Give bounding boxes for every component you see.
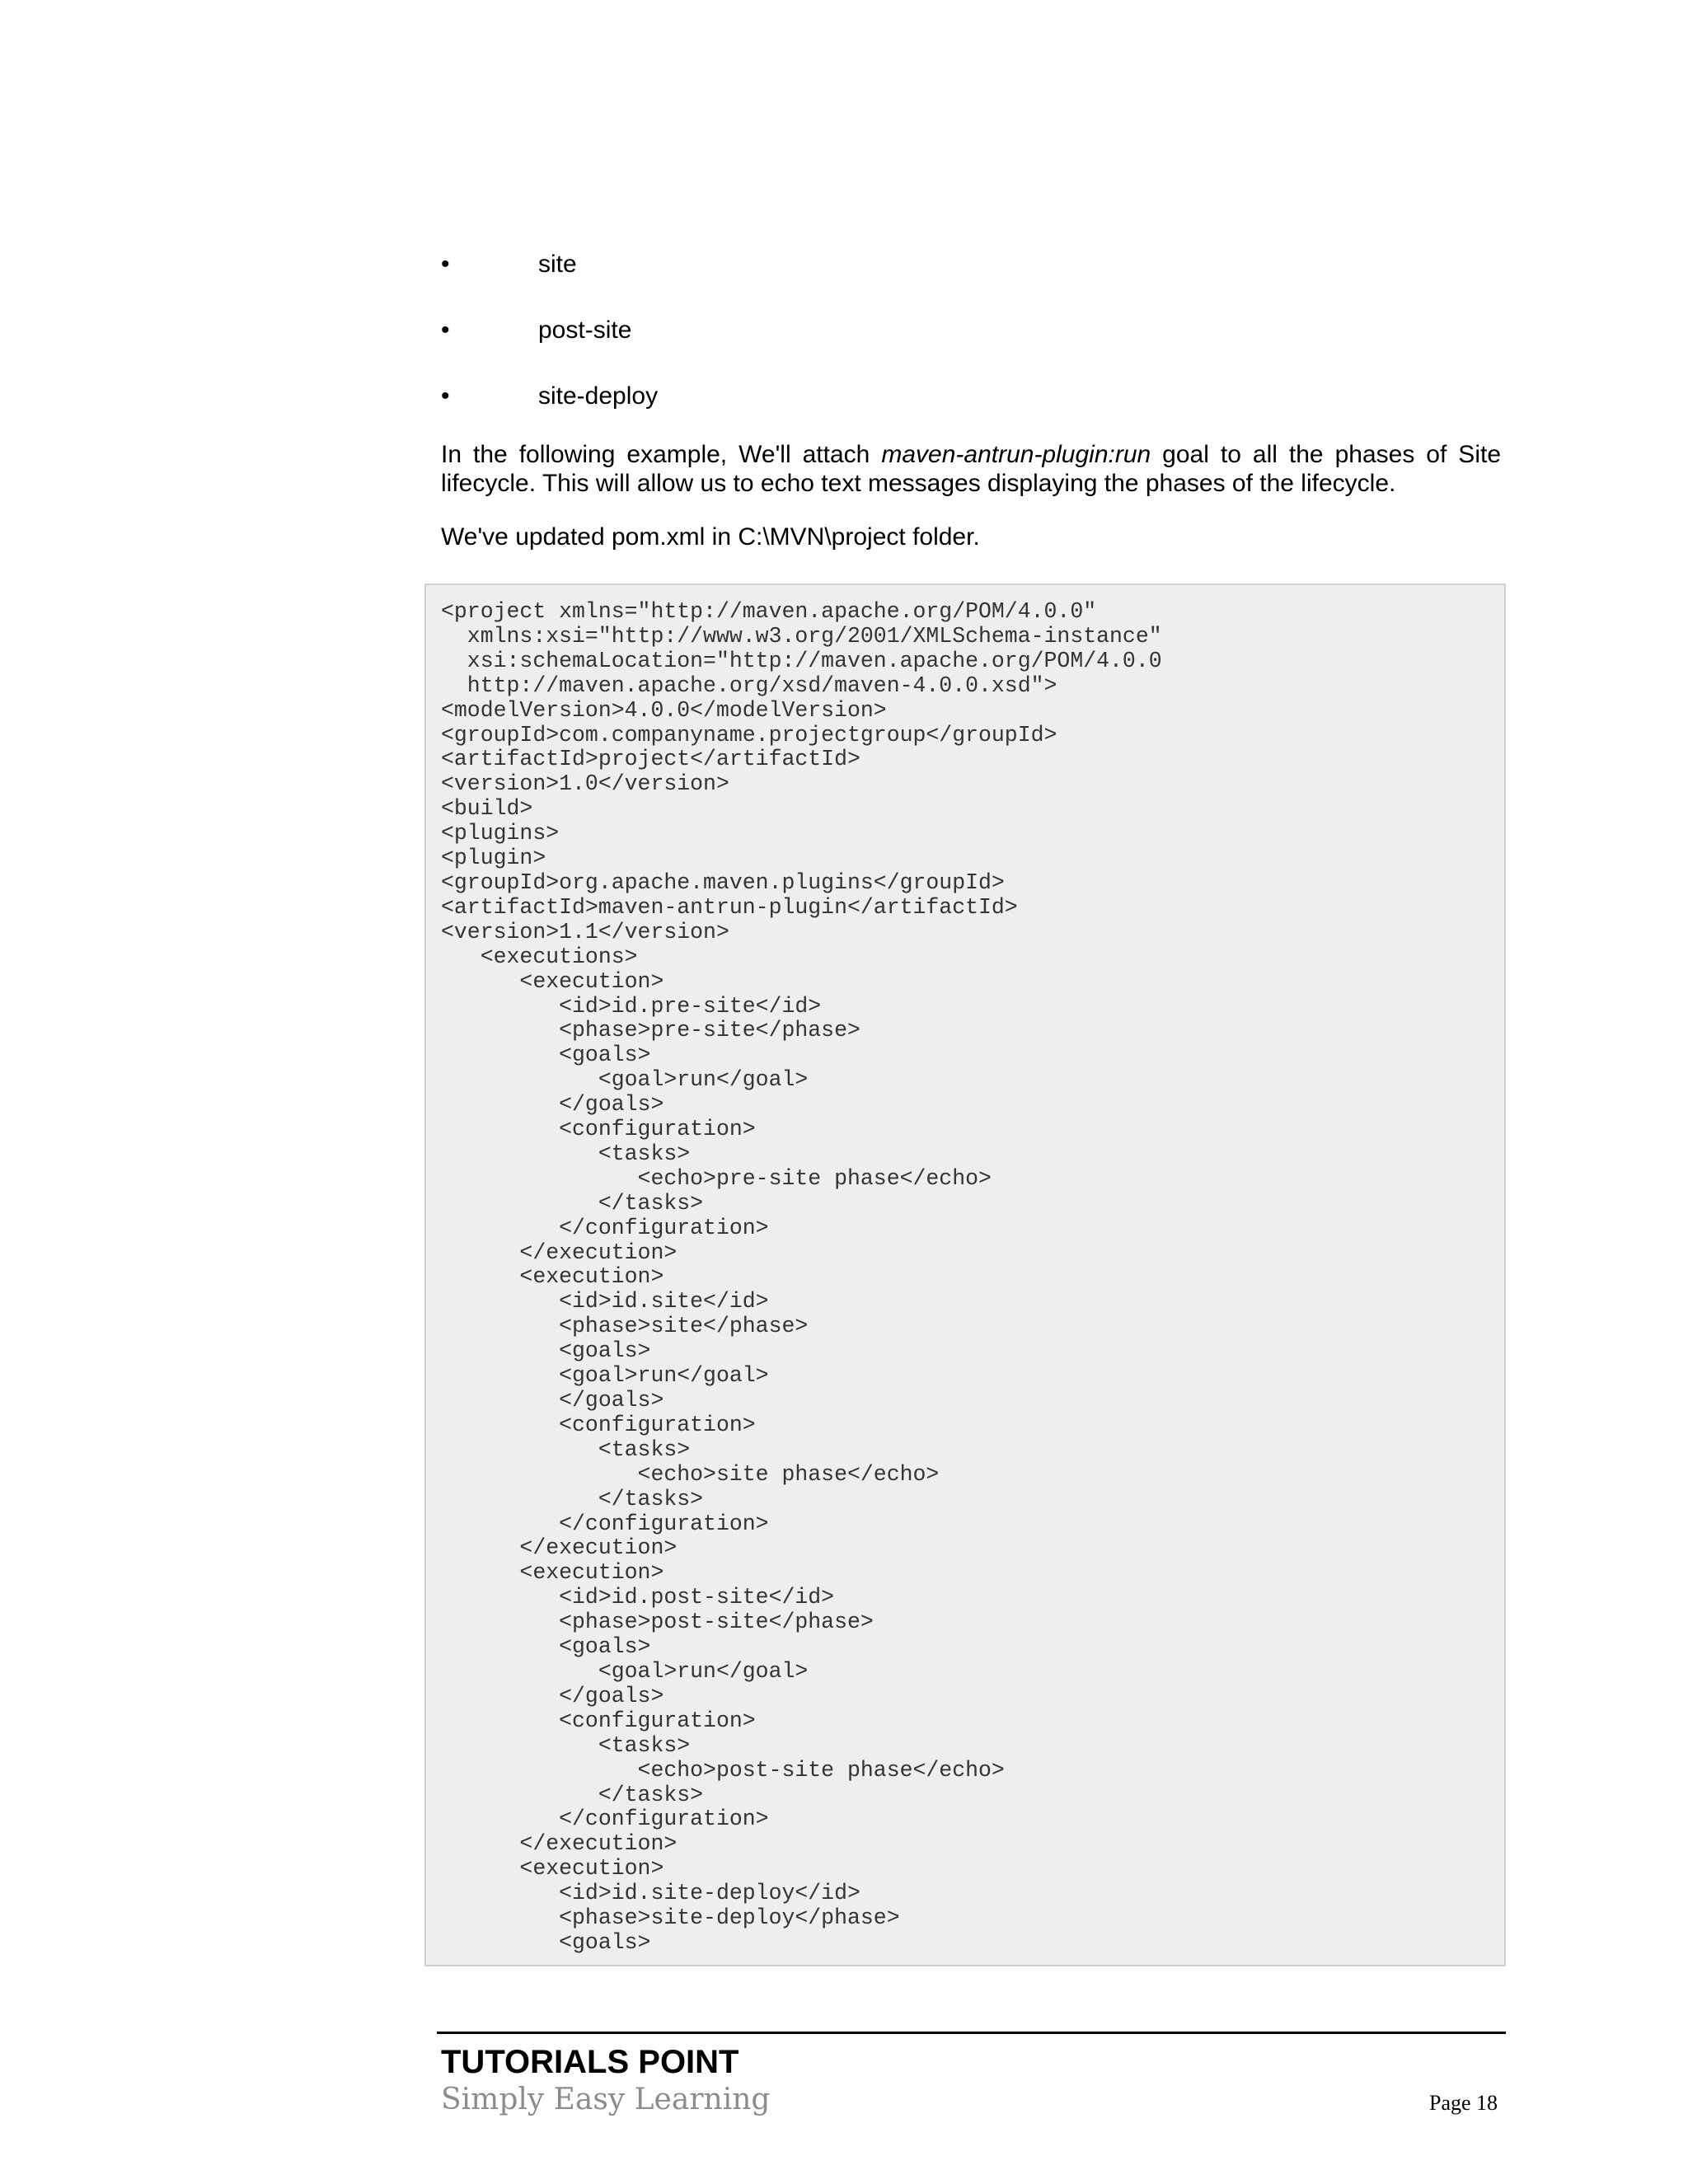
footer-brand: TUTORIALS POINT bbox=[441, 2044, 739, 2080]
list-item bbox=[441, 246, 1512, 312]
list-item bbox=[441, 312, 1512, 377]
footer-divider bbox=[437, 2032, 1506, 2034]
bullet-marker: • bbox=[441, 316, 450, 344]
footer-tagline: Simply Easy Learning bbox=[441, 2083, 771, 2116]
bullet-list bbox=[441, 246, 1512, 443]
intro-paragraph bbox=[441, 440, 1501, 498]
bullet-text: post-site bbox=[538, 316, 632, 344]
intro-text-start: In the following example, We'll attach bbox=[441, 441, 882, 468]
code-block bbox=[424, 583, 1506, 1966]
pom-location-paragraph: We've updated pom.xml in C:\MVN\project folder. bbox=[441, 523, 980, 551]
plugin-goal-emphasis: maven-antrun-plugin:run bbox=[881, 441, 1151, 468]
intro-text-end: goal to all the phases of Site lifecycle. This will allow us to echo text messages displaying the phases of the lifecycle. bbox=[441, 441, 1502, 497]
bullet-text: site-deploy bbox=[538, 382, 659, 410]
pom-xml-code: <project xmlns="http://maven.apache.org/POM/4.0.0" xmlns:xsi="http://www.w3.org/2001/XMLSchema-instance" xsi:schemaLocation="http://maven.apache.org/POM/4.0.0 http://maven.apache.org/xsd/maven-4.0.0.xsd"> <modelVersion>4.0.0</modelVersion> <groupId>com.companyname.projectgroup</groupId> <artifactId>project</artifactId> <version>1.0</version> <build> <plugins> <plugin> <groupId>org.apache.maven.plugins</groupId> <artifactId>maven-antrun-plugin</artifactId> <version>1.1</version> <executions> <execution> <id>id.pre-site</id> <phase>pre-site</phase> <goals> <goal>run</goal> </goals> <configuration> <tasks> <echo>pre-site phase</echo> </tasks> </configuration> </execution> <execution> <id>id.site</id> <phase>site</phase> <goals> <goal>run</goal> </goals> <configuration> <tasks> <echo>site phase</echo> </tasks> </configuration> </execution> <execution> <id>id.post-site</id> <phase>post-site</phase> <goals> <goal>run</goal> </goals> <configuration> <tasks> <echo>post-site phase</echo> </tasks> </configuration> </execution> <execution> <id>id.site-deploy</id> <phase>site-deploy</phase> <goals> bbox=[441, 599, 1162, 1955]
list-item bbox=[441, 377, 1512, 443]
bullet-text: site bbox=[538, 251, 577, 278]
bullet-marker: • bbox=[441, 251, 450, 278]
bullet-marker: • bbox=[441, 382, 450, 410]
page-number: Page 18 bbox=[1429, 2091, 1498, 2115]
